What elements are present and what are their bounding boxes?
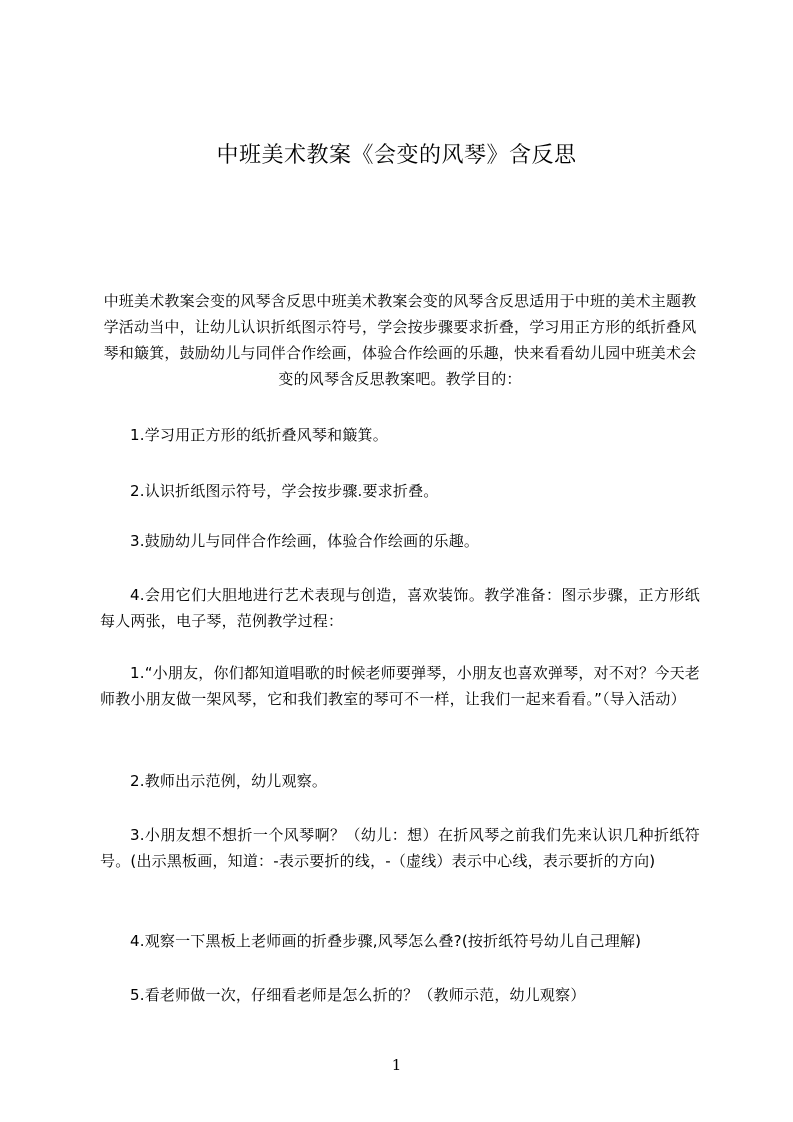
objective-1: 1.学习用正方形的纸折叠风琴和簸箕。 [130,426,388,444]
intro-paragraph: 中班美术教案会变的风琴含反思中班美术教案会变的风琴含反思适用于中班的美术主题教学活动当中，让幼儿认识折纸图示符号，学会按步骤要求折叠，学习用正方形的纸折叠风琴和簸箕，鼓励幼儿与同伴合作绘画，体验合作绘画的乐趣，快来看看幼儿园中班美术会变的风琴含反思教案吧。教学目的： [103,292,697,388]
process-step-4: 4.观察一下黑板上老师画的折叠步骤,风琴怎么叠?(按折纸符号幼儿自己理解) [130,932,642,950]
page-number: 1 [391,1056,402,1074]
document-title: 中班美术教案《会变的风琴》含反思 [216,143,577,168]
process-step-3: 3.小朋友想不想折一个风琴啊？（幼儿：想）在折风琴之前我们先来认识几种折纸符号。(出示黑板画，知道：-表示要折的线，-（虚线）表示中心线，表示要折的方向) [100,826,700,870]
process-step-1: 1.“小朋友，你们都知道唱歌的时候老师要弹琴，小朋友也喜欢弹琴，对不对？今天老师教小朋友做一架风琴，它和我们教室的琴可不一样，让我们一起来看看。”（导入活动） [100,664,700,708]
process-step-2: 2.教师出示范例，幼儿观察。 [130,772,328,790]
process-step-5: 5.看老师做一次，仔细看老师是怎么折的？（教师示范，幼儿观察） [130,986,586,1004]
objective-2: 2.认识折纸图示符号，学会按步骤.要求折叠。 [130,482,439,500]
objective-3: 3.鼓励幼儿与同伴合作绘画，体验合作绘画的乐趣。 [130,532,480,550]
objective-4-and-preparation: 4.会用它们大胆地进行艺术表现与创造，喜欢装饰。教学准备：图示步骤，正方形纸每人两张，电子琴，范例教学过程： [100,586,700,630]
